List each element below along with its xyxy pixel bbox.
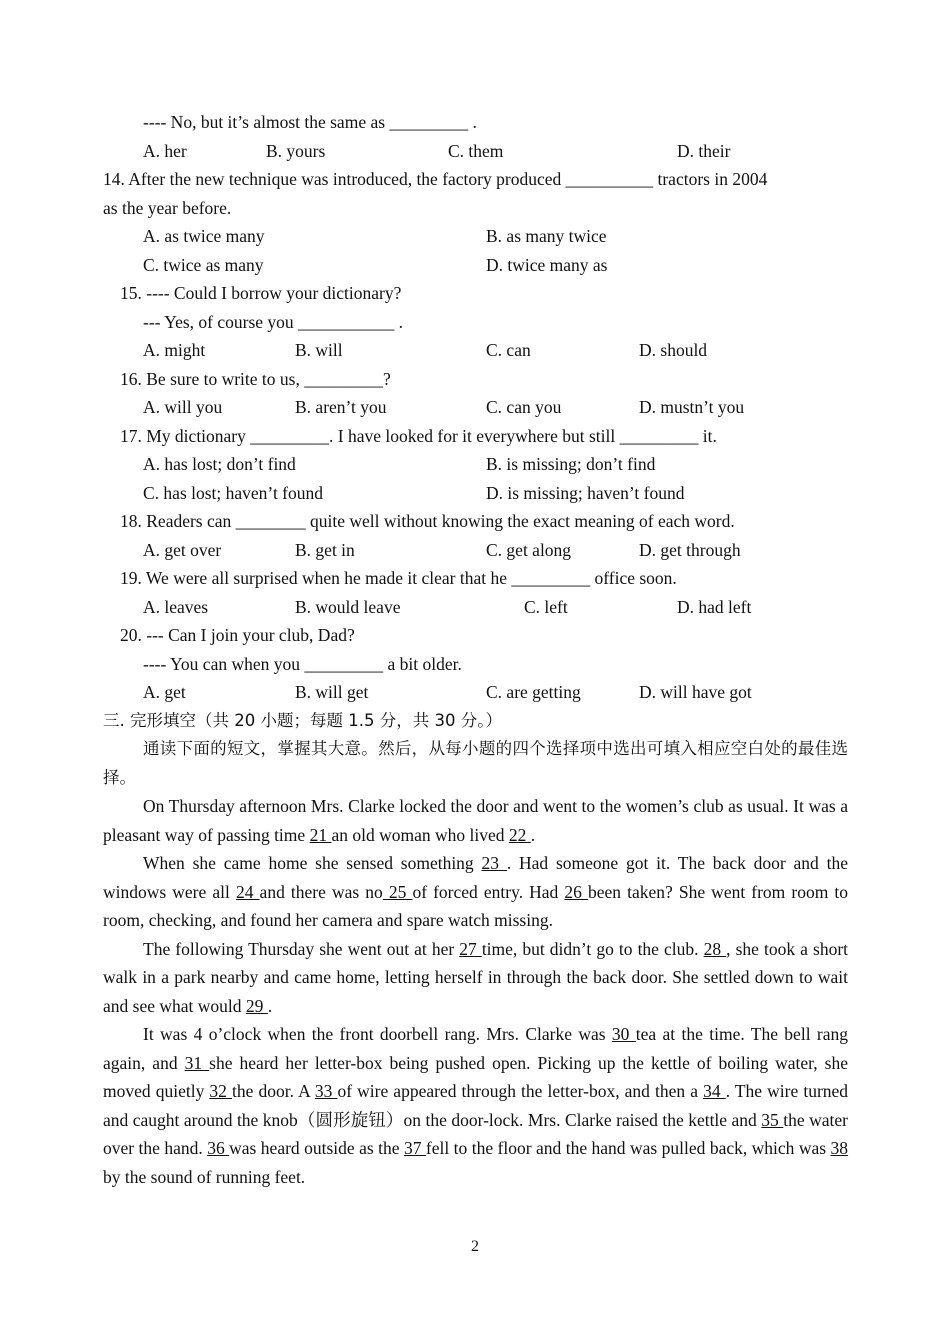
q14-options-row1 [103, 222, 848, 251]
blank-36: 36 [207, 1138, 230, 1158]
option-c: C. left [524, 596, 568, 617]
q20-options [103, 678, 848, 707]
q15-options [103, 336, 848, 365]
option-c: C. can you [486, 397, 562, 417]
blank-27: 27 [459, 938, 482, 959]
q17-options-row1 [103, 450, 848, 479]
blank-38: 38 [830, 1138, 849, 1158]
option-a: A. leaves [143, 596, 209, 617]
option-c: C. them [448, 140, 504, 161]
option-d: D. their [677, 140, 731, 161]
option-b: B. as many twice [486, 226, 607, 246]
q14-stem-cont: as the year before. [103, 197, 232, 218]
blank-37: 37 [403, 1138, 426, 1158]
q13-reply: ---- No, but it’s almost the same as _________ . [143, 112, 477, 132]
passage-paragraph-1: On Thursday afternoon Mrs. Clarke locked the door and went to the women’s club as usual. It was a pleasant way of passing time 21 an old woman who lived 22 . [103, 796, 848, 845]
option-d: D. get through [639, 539, 741, 560]
option-a: A. her [143, 140, 187, 161]
option-a: A. has lost; don’t find [143, 454, 296, 474]
page-number: 2 [471, 1238, 479, 1255]
page-content [103, 108, 848, 1191]
passage-paragraph-3: The following Thursday she went out at her 27 time, but didn’t go to the club. 28 , she took a short walk in a park nearby and came home, letting herself in through the back door. She settled down to wait and see what would 29 . [103, 938, 849, 1016]
section-heading: 三. 完形填空（共 20 小题；每题 1.5 分，共 30 分。） [103, 710, 502, 730]
option-d: D. had left [677, 596, 752, 617]
blank-24: 24 [235, 881, 260, 902]
q19-options [103, 593, 848, 622]
option-d: D. is missing; haven’t found [486, 482, 685, 503]
q13-options [103, 137, 848, 166]
blank-29: 29 [245, 995, 268, 1016]
option-a: A. might [143, 340, 206, 360]
option-b: B. is missing; don’t find [486, 454, 656, 474]
blank-32: 32 [209, 1081, 233, 1101]
option-a: A. get [143, 682, 186, 702]
q20-reply: ---- You can when you _________ a bit older. [143, 653, 462, 674]
blank-23: 23 [481, 853, 507, 873]
option-b: B. would leave [295, 596, 401, 617]
option-a: A. will you [143, 397, 223, 417]
blank-22: 22 [508, 824, 531, 845]
q18-options [103, 536, 848, 565]
option-c: C. has lost; haven’t found [143, 482, 324, 503]
blank-25: 25 [382, 881, 413, 902]
option-c: C. can [486, 340, 531, 360]
blank-30: 30 [611, 1024, 636, 1044]
blank-21: 21 [309, 824, 332, 845]
q18-stem: 18. Readers can ________ quite well without knowing the exact meaning of each word. [120, 511, 735, 531]
option-a: A. as twice many [143, 226, 265, 246]
option-a: A. get over [143, 539, 222, 560]
q15-reply: --- Yes, of course you ___________ . [143, 311, 404, 332]
blank-28: 28 [703, 938, 727, 959]
q16-options [103, 393, 848, 422]
option-d: D. should [639, 340, 708, 360]
option-c: C. get along [486, 539, 572, 560]
blank-34: 34 [703, 1081, 726, 1101]
section-instruction: 通读下面的短文，掌握其大意。然后，从每小题的四个选择项中选出可填入相应空白处的最佳选择。 [103, 739, 848, 787]
option-c: C. twice as many [143, 254, 264, 275]
option-c: C. are getting [486, 682, 581, 702]
option-b: B. aren’t you [295, 397, 387, 417]
q16-stem: 16. Be sure to write to us, _________? [120, 368, 391, 389]
blank-33: 33 [314, 1081, 338, 1101]
q14-stem: 14. After the new technique was introduced, the factory produced __________ tractors in 2004 [103, 169, 768, 189]
option-b: B. will get [295, 682, 369, 702]
blank-31: 31 [184, 1052, 210, 1073]
passage-paragraph-2: When she came home she sensed something 23 . Had someone got it. The back door and the windows were all 24 and there was no 25 of forced entry. Had 26 been taken? She went from room to room, checking, and found her camera and spare watch missing. [103, 853, 849, 930]
q15-stem: 15. ---- Could I borrow your dictionary? [120, 283, 402, 303]
q17-options-row2 [103, 479, 848, 508]
blank-26: 26 [564, 881, 588, 902]
passage-paragraph-4: It was 4 o’clock when the front doorbell rang. Mrs. Clarke was 30 tea at the time. The bell rang again, and 31 she heard her letter-box being pushed open. Picking up the kettle of boiling water, she moved quietly 32 the door. A 33 of wire appeared through the letter-box, and then a 34 . The wire turned and caught around the knob（圆形旋钮）on the door-lock. Mrs. Clarke raised the kettle and 35 the water over the hand. 36 was heard outside as the 37 fell to the floor and the hand was pulled back, which was 38 by the sound of running feet. [103, 1024, 849, 1187]
option-b: B. yours [266, 140, 326, 161]
q19-stem: 19. We were all surprised when he made it clear that he _________ office soon. [120, 568, 677, 588]
blank-35: 35 [761, 1109, 784, 1130]
option-d: D. will have got [639, 682, 752, 702]
option-d: D. twice many as [486, 254, 608, 275]
q17-stem: 17. My dictionary _________. I have looked for it everywhere but still _________ it. [120, 425, 717, 446]
option-d: D. mustn’t you [639, 397, 745, 417]
q20-stem: 20. --- Can I join your club, Dad? [120, 625, 355, 645]
option-b: B. will [295, 340, 343, 360]
q14-options-row2 [103, 251, 848, 280]
option-b: B. get in [295, 539, 355, 560]
